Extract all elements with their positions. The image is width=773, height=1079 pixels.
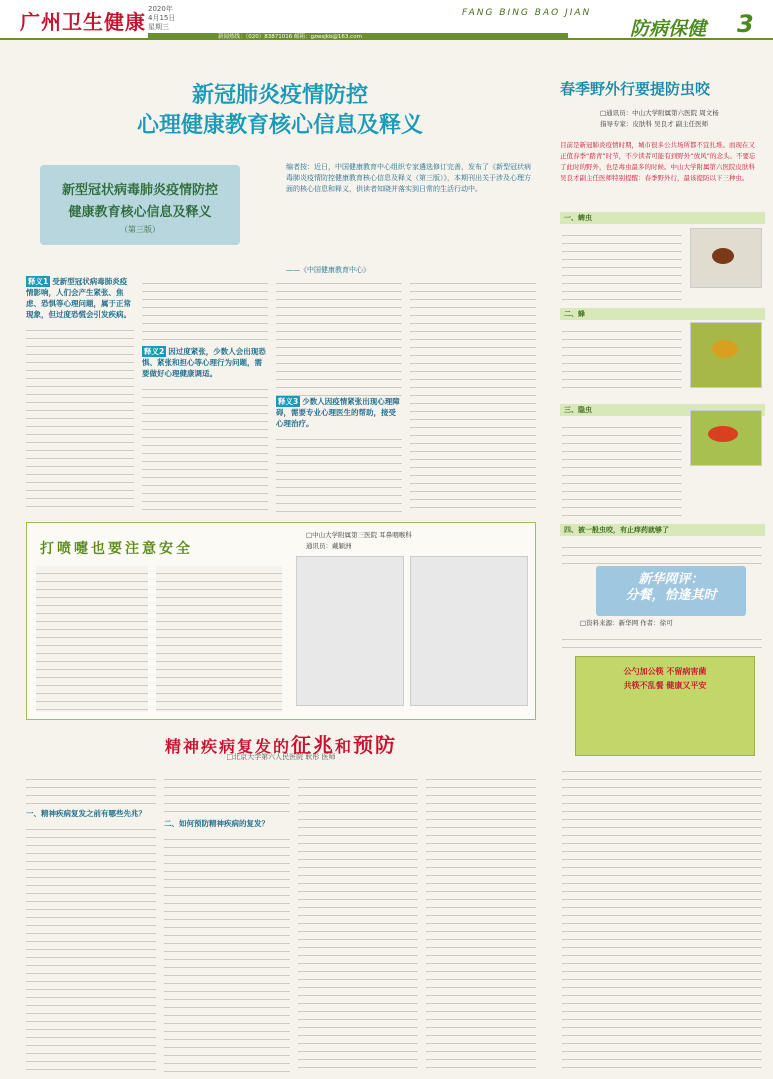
commentary-title: 新华网评： 分餐，恰逢其时 <box>625 572 717 603</box>
article-column-3 <box>276 276 402 512</box>
bee-icon <box>712 340 738 358</box>
sneeze-photo-right <box>410 556 528 706</box>
mental-column-1 <box>26 772 156 1072</box>
insect-section-hidden: 三、隐虫 <box>560 404 765 416</box>
newspaper-logo: 广州卫生健康 <box>20 10 146 34</box>
masthead <box>0 0 773 40</box>
insect-article-lead: 目前是新冠肺炎疫情时期，城市很多公共场所都不宜扎堆。而现在又正值春季“踏青”时节，不少读者可能有到野外“放风”的念头。不要忘了此时的野外，也是毒虫最多的时候。中山大学附属第六医院皮肤科吴良才副主任医师特别提醒：春季野外行，最该提防以下三种虫。 <box>560 141 756 182</box>
body-text <box>410 276 536 512</box>
tick-icon <box>712 248 734 264</box>
sneeze-reporter: 通讯员：戴颖洲 <box>306 542 352 550</box>
editor-note: 编者按：近日，中国健康教育中心组织专家遴选修订完善，发布了《新型冠状病毒肺炎疫情防控健康教育核心信息及释义（第三版）》，本期刊出关于涉及心理方面的核心信息和释义，供读者知晓并落实到日常的生活行动中。 <box>286 163 531 193</box>
insect-article-author: □通讯员：中山大学附属第六医院 周文杨 指导专家：皮肤科 吴良才 副主任医师 <box>600 109 719 128</box>
article-column-4 <box>410 276 536 512</box>
editor-note-source: ——《中国健康教育中心》 <box>286 266 370 274</box>
mental-illness-author: □北京大学第六人民医院 耿彤 医师 <box>226 753 336 761</box>
section-heading: 释义3 少数人因疫情紧张出现心理障碍，需要专业心理医生的帮助，接受心理治疗。 <box>276 397 400 428</box>
sneeze-column-1 <box>36 566 148 712</box>
insect-article-title: 春季野外行要提防虫咬 <box>560 80 711 98</box>
mental-illness-title: 精神疾病复发的征兆和预防 <box>164 733 398 757</box>
mental-column-4 <box>426 772 536 1072</box>
mental-column-3 <box>298 772 418 1072</box>
beetle-icon <box>708 426 738 442</box>
body-text <box>276 276 402 396</box>
article-column-1 <box>26 276 134 512</box>
commentary-body <box>562 764 762 1072</box>
section-pinyin: FANG BING BAO JIAN <box>462 8 592 18</box>
insect-section-bee: 二、蜂 <box>560 308 765 320</box>
issue-date: 2020年 4月15日 星期三 <box>148 5 176 31</box>
section-heading: 释义2 因过度紧张，少数人会出现恐惧、紧张和担心等心理行为问题，需要做好心理健康调适。 <box>142 347 266 378</box>
mental-subhead: 二、如何预防精神疾病的复发？ <box>164 819 269 828</box>
mental-subhead: 一、精神疾病复发之前有哪些先兆？ <box>26 809 146 818</box>
insect-section-tick: 一、蜱虫 <box>560 212 765 224</box>
body-text <box>276 432 402 512</box>
sneeze-photo-left <box>296 556 404 706</box>
cartoon-slogan-1: 公勺加公筷 不留病害菌 <box>623 667 707 676</box>
section-title: 防病保健 <box>630 18 707 40</box>
contact-line: 新闻热线：（020）83871016 邮箱：gzwsjkb@163.com <box>218 34 362 40</box>
cartoon-slogan-2: 共筷不乱餐 健康又平安 <box>623 681 707 690</box>
sneeze-byline: □中山大学附属第三医院 耳鼻咽喉科 <box>306 531 412 539</box>
section-heading: 释义1 受新型冠状病毒肺炎疫情影响，人们会产生紧张、焦虑、恐惧等心理问题，属于正常现象，但过度恐慌会引发疾病。 <box>26 277 131 319</box>
body-text <box>26 323 134 512</box>
body-text <box>142 382 268 512</box>
insect-section-general: 四、被一般虫咬，有止痒药就够了 <box>560 524 765 536</box>
sneeze-column-2 <box>156 566 282 712</box>
article-banner: 新型冠状病毒肺炎疫情防控 健康教育核心信息及释义 （第三版） <box>40 165 240 245</box>
main-headline: 新冠肺炎疫情防控 心理健康教育核心信息及释义 <box>136 82 423 138</box>
mental-column-2 <box>164 772 290 1072</box>
page-number: 3 <box>737 10 754 38</box>
commentary-credit: □资料来源：新华网 作者：徐可 <box>580 619 673 627</box>
body-text <box>142 276 268 346</box>
sneeze-article-title: 打喷嚏也要注意安全 <box>40 541 193 557</box>
article-column-2 <box>142 276 268 512</box>
